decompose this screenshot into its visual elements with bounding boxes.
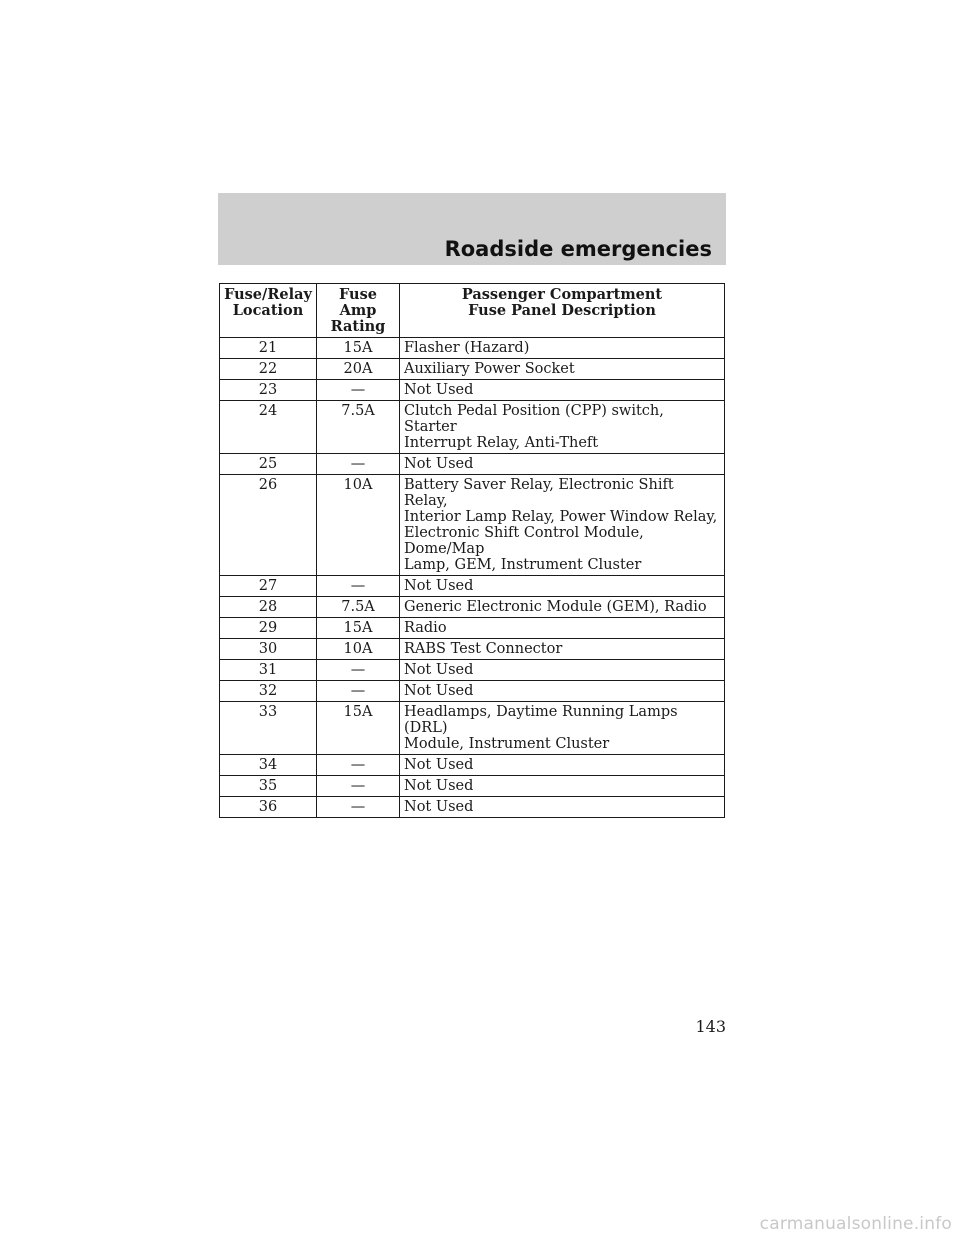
table-row [220,338,725,359]
description-line: Not Used [404,778,474,794]
fuse-location-cell: 32 [220,681,317,702]
column-header-amp-rating [317,284,400,338]
fuse-location-cell: 33 [220,702,317,755]
fuse-amp-cell: 7.5A [317,401,400,454]
table-row [220,639,725,660]
column-header-line: Passenger Compartment [461,286,663,303]
description-line: Auxiliary Power Socket [404,361,575,377]
description-line: Battery Saver Relay, Electronic Shift Relay, [404,477,674,509]
description-line: Not Used [404,757,474,773]
description-line: Electronic Shift Control Module, Dome/Map [404,525,644,557]
fuse-amp-cell: — [317,380,400,401]
fuse-amp-cell: — [317,755,400,776]
fuse-location-cell: 25 [220,454,317,475]
table-row [220,597,725,618]
fuse-location-cell: 34 [220,755,317,776]
table-row [220,776,725,797]
fuse-amp-cell: — [317,454,400,475]
page-number: 143 [695,1017,726,1036]
table-row [220,576,725,597]
fuse-amp-cell: — [317,660,400,681]
fuse-table-body [220,338,725,818]
fuse-amp-cell: 7.5A [317,597,400,618]
description-line: Not Used [404,456,474,472]
column-header-line: Location [232,302,304,319]
description-line: Headlamps, Daytime Running Lamps (DRL) [404,704,678,736]
column-header-location [220,284,317,338]
fuse-location-cell: 27 [220,576,317,597]
table-row [220,380,725,401]
column-header-line: Fuse Panel Description [468,302,656,319]
description-line: Not Used [404,799,474,815]
fuse-description-cell [400,338,725,359]
fuse-description-cell [400,702,725,755]
fuse-table-header [220,284,725,338]
fuse-table-header-row [220,284,725,338]
fuse-amp-cell: 10A [317,475,400,576]
table-row [220,702,725,755]
fuse-description-cell [400,475,725,576]
fuse-description-cell [400,401,725,454]
fuse-location-cell: 23 [220,380,317,401]
section-title: Roadside emergencies [444,237,712,261]
description-line: Flasher (Hazard) [404,340,530,356]
description-line: Not Used [404,662,474,678]
table-row [220,681,725,702]
table-row [220,401,725,454]
table-row [220,797,725,818]
fuse-description-cell [400,597,725,618]
fuse-description-cell [400,639,725,660]
table-row [220,755,725,776]
column-header-line: Fuse Amp [339,286,377,319]
fuse-table [219,283,725,818]
fuse-amp-cell: 20A [317,359,400,380]
fuse-amp-cell: — [317,681,400,702]
fuse-location-cell: 21 [220,338,317,359]
description-line: Not Used [404,578,474,594]
fuse-description-cell [400,681,725,702]
column-header-description [400,284,725,338]
fuse-description-cell [400,797,725,818]
fuse-description-cell [400,576,725,597]
fuse-location-cell: 26 [220,475,317,576]
description-line: Not Used [404,382,474,398]
table-row [220,660,725,681]
fuse-location-cell: 30 [220,639,317,660]
fuse-location-cell: 29 [220,618,317,639]
column-header-line: Fuse/Relay [224,286,312,303]
column-header-line: Rating [330,318,386,335]
fuse-amp-cell: 15A [317,338,400,359]
description-line: Module, Instrument Cluster [404,736,610,752]
fuse-description-cell [400,776,725,797]
fuse-description-cell [400,380,725,401]
fuse-amp-cell: 15A [317,702,400,755]
description-line: RABS Test Connector [404,641,563,657]
description-line: Interior Lamp Relay, Power Window Relay, [404,509,718,525]
fuse-description-cell [400,660,725,681]
section-header-band [218,193,726,265]
fuse-location-cell: 35 [220,776,317,797]
table-row [220,359,725,380]
fuse-description-cell [400,755,725,776]
description-line: Clutch Pedal Position (CPP) switch, Starter [404,403,664,435]
fuse-amp-cell: 10A [317,639,400,660]
description-line: Generic Electronic Module (GEM), Radio [404,599,707,615]
description-line: Radio [404,620,447,636]
fuse-amp-cell: — [317,776,400,797]
table-row [220,618,725,639]
fuse-description-cell [400,454,725,475]
fuse-amp-cell: — [317,797,400,818]
description-line: Interrupt Relay, Anti-Theft [404,435,599,451]
fuse-location-cell: 31 [220,660,317,681]
fuse-description-cell [400,618,725,639]
fuse-amp-cell: 15A [317,618,400,639]
fuse-location-cell: 22 [220,359,317,380]
fuse-amp-cell: — [317,576,400,597]
description-line: Lamp, GEM, Instrument Cluster [404,557,642,573]
fuse-location-cell: 36 [220,797,317,818]
watermark: carmanualsonline.info [759,1214,952,1234]
description-line: Not Used [404,683,474,699]
fuse-description-cell [400,359,725,380]
table-row [220,454,725,475]
table-row [220,475,725,576]
fuse-location-cell: 24 [220,401,317,454]
fuse-location-cell: 28 [220,597,317,618]
